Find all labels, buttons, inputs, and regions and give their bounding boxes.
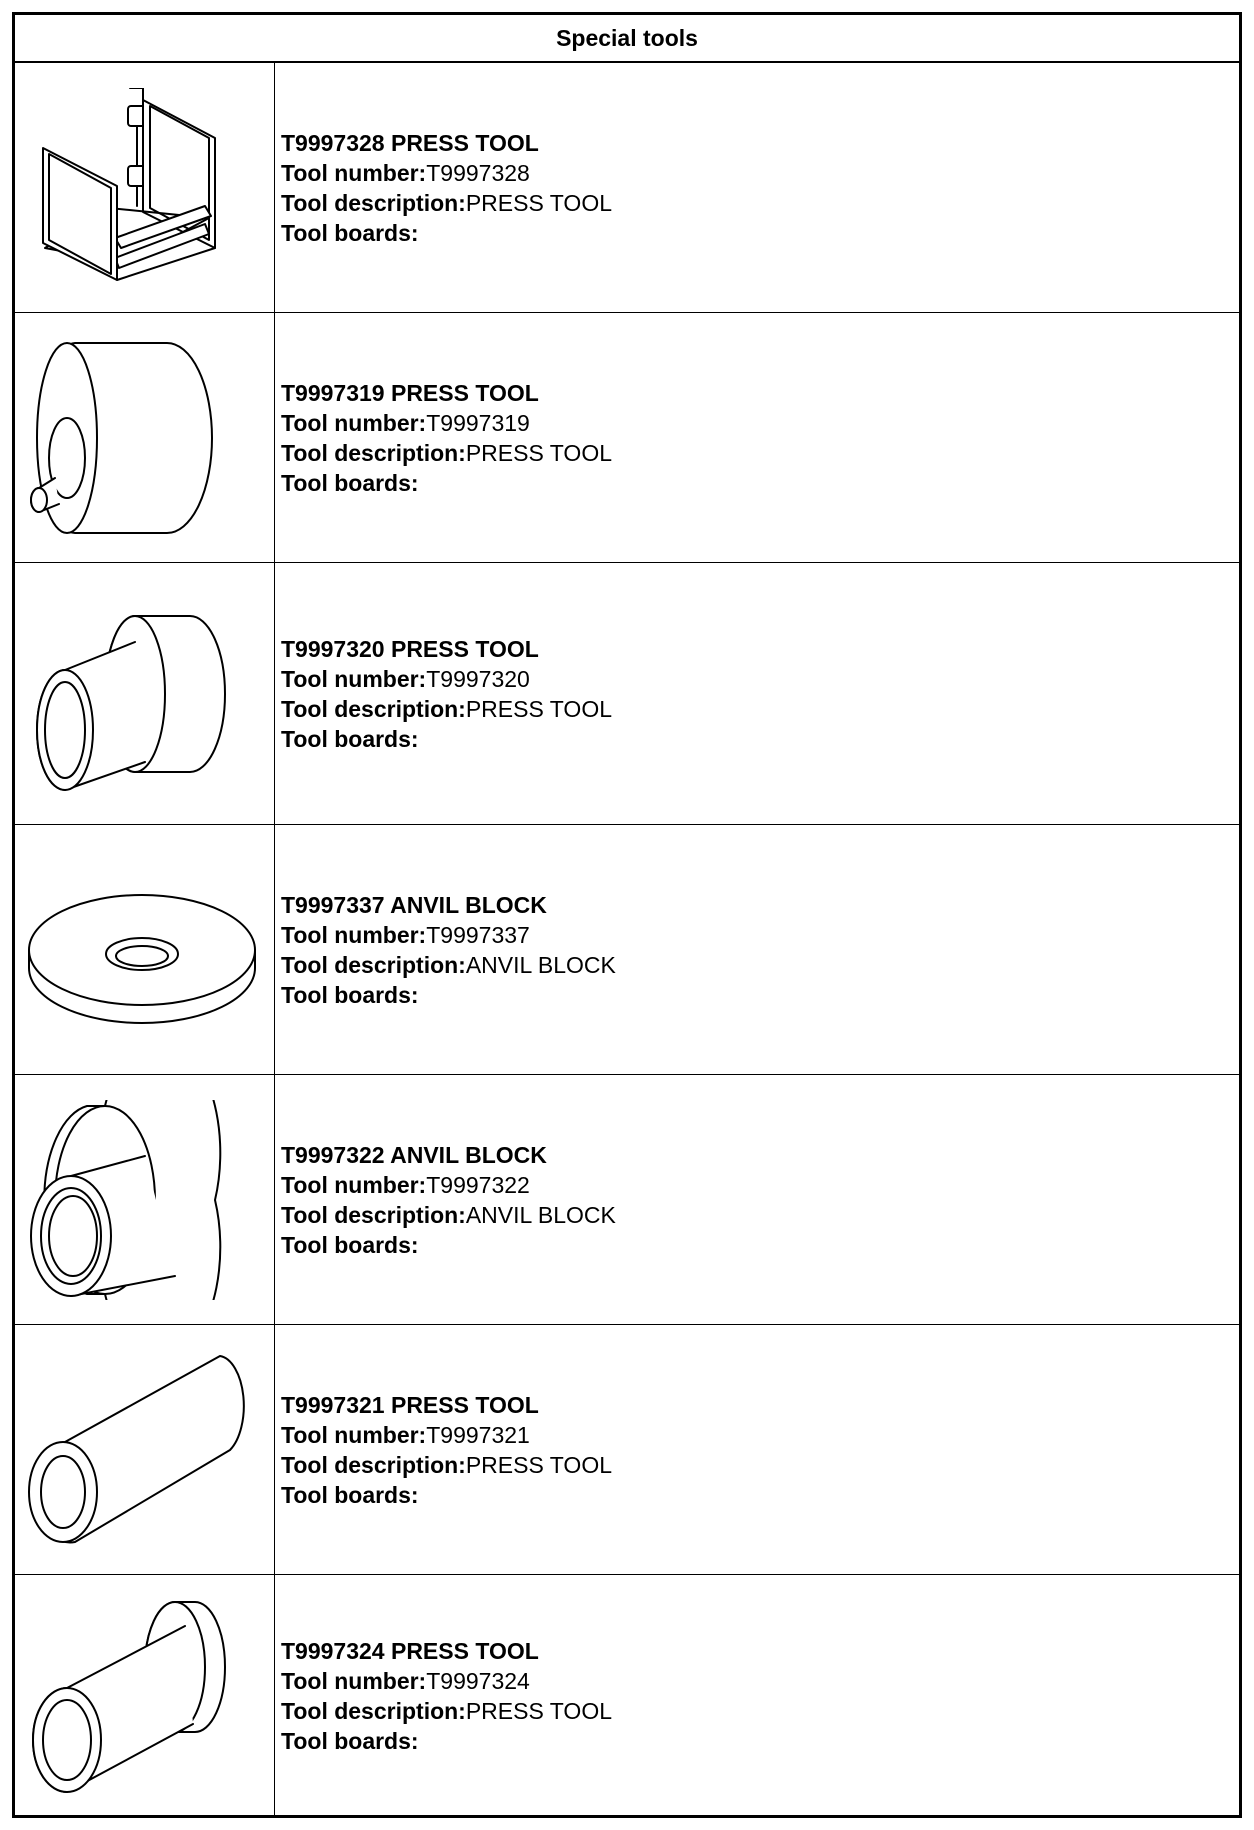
tool-number-line xyxy=(281,158,1239,188)
tool-info xyxy=(275,313,1239,562)
tool-boards-label: Tool boards: xyxy=(281,1727,419,1754)
tool-description-label: Tool description: xyxy=(281,1697,466,1724)
tool-number-value: T9997319 xyxy=(426,409,530,436)
tool-image-cell xyxy=(15,563,275,824)
table-header: Special tools xyxy=(15,15,1239,63)
press-tool-tube-icon xyxy=(25,1350,265,1550)
tool-row xyxy=(15,1575,1239,1816)
anvil-block-disc-icon xyxy=(25,850,265,1050)
tool-description-line xyxy=(281,950,1239,980)
tool-number-line xyxy=(281,408,1239,438)
tool-row xyxy=(15,313,1239,563)
tool-info xyxy=(275,825,1239,1074)
tool-image-cell xyxy=(15,313,275,562)
tool-number-label: Tool number: xyxy=(281,409,427,436)
press-tool-stepped-sleeve-icon xyxy=(25,594,265,794)
tool-number-line xyxy=(281,920,1239,950)
tool-description-value: ANVIL BLOCK xyxy=(465,951,616,978)
tool-row xyxy=(15,1325,1239,1575)
tool-number-value: T9997324 xyxy=(426,1667,530,1694)
tool-info xyxy=(275,63,1239,312)
tool-row xyxy=(15,63,1239,313)
tool-description-label: Tool description: xyxy=(281,1201,466,1228)
special-tools-table xyxy=(12,12,1242,1818)
tool-number-label: Tool number: xyxy=(281,1421,427,1448)
tool-description-label: Tool description: xyxy=(281,439,466,466)
tool-description-label: Tool description: xyxy=(281,189,466,216)
anvil-block-flanged-icon xyxy=(25,1100,265,1300)
tool-number-line xyxy=(281,1666,1239,1696)
tool-number-line xyxy=(281,1170,1239,1200)
tool-heading: T9997337 ANVIL BLOCK xyxy=(281,891,547,918)
press-tool-cylinder-pin-icon xyxy=(25,338,265,538)
tool-boards-label: Tool boards: xyxy=(281,219,419,246)
tool-row xyxy=(15,563,1239,825)
tool-image-cell xyxy=(15,825,275,1074)
tool-heading: T9997320 PRESS TOOL xyxy=(281,635,539,662)
tool-boards-label: Tool boards: xyxy=(281,725,419,752)
tool-description-line xyxy=(281,1696,1239,1726)
tool-heading: T9997322 ANVIL BLOCK xyxy=(281,1141,547,1168)
tool-info xyxy=(275,1575,1239,1816)
tool-description-label: Tool description: xyxy=(281,695,466,722)
tool-row xyxy=(15,825,1239,1075)
tool-description-line xyxy=(281,1200,1239,1230)
tool-number-value: T9997337 xyxy=(426,921,530,948)
tool-description-value: PRESS TOOL xyxy=(465,1697,612,1724)
tool-heading: T9997319 PRESS TOOL xyxy=(281,379,539,406)
tool-image-cell xyxy=(15,63,275,312)
tool-description-value: ANVIL BLOCK xyxy=(465,1201,616,1228)
tool-info xyxy=(275,1075,1239,1324)
tool-description-label: Tool description: xyxy=(281,1451,466,1478)
tool-number-label: Tool number: xyxy=(281,1667,427,1694)
tool-image-cell xyxy=(15,1075,275,1324)
tool-number-line xyxy=(281,664,1239,694)
tool-number-label: Tool number: xyxy=(281,1171,427,1198)
tool-boards-label: Tool boards: xyxy=(281,1231,419,1258)
tool-heading: T9997321 PRESS TOOL xyxy=(281,1391,539,1418)
tool-number-value: T9997328 xyxy=(426,159,530,186)
tool-number-value: T9997320 xyxy=(426,665,530,692)
tool-number-value: T9997322 xyxy=(426,1171,530,1198)
tool-image-cell xyxy=(15,1575,275,1816)
tool-number-label: Tool number: xyxy=(281,159,427,186)
tool-number-line xyxy=(281,1420,1239,1450)
tool-info xyxy=(275,563,1239,824)
tool-description-value: PRESS TOOL xyxy=(465,695,612,722)
tool-description-value: PRESS TOOL xyxy=(465,439,612,466)
tool-description-value: PRESS TOOL xyxy=(465,189,612,216)
tool-description-line xyxy=(281,694,1239,724)
tool-row xyxy=(15,1075,1239,1325)
tool-heading: T9997324 PRESS TOOL xyxy=(281,1637,539,1664)
tool-description-line xyxy=(281,188,1239,218)
tool-image-cell xyxy=(15,1325,275,1574)
tool-description-line xyxy=(281,1450,1239,1480)
tool-description-line xyxy=(281,438,1239,468)
tool-number-value: T9997321 xyxy=(426,1421,530,1448)
tool-number-label: Tool number: xyxy=(281,665,427,692)
press-tool-flanged-tube-icon xyxy=(25,1596,265,1796)
tool-heading: T9997328 PRESS TOOL xyxy=(281,129,539,156)
tool-boards-label: Tool boards: xyxy=(281,469,419,496)
tool-boards-label: Tool boards: xyxy=(281,1481,419,1508)
tool-number-label: Tool number: xyxy=(281,921,427,948)
tool-description-value: PRESS TOOL xyxy=(465,1451,612,1478)
tool-description-label: Tool description: xyxy=(281,951,466,978)
tool-boards-label: Tool boards: xyxy=(281,981,419,1008)
tool-info xyxy=(275,1325,1239,1574)
press-tool-frame-icon xyxy=(25,88,265,288)
